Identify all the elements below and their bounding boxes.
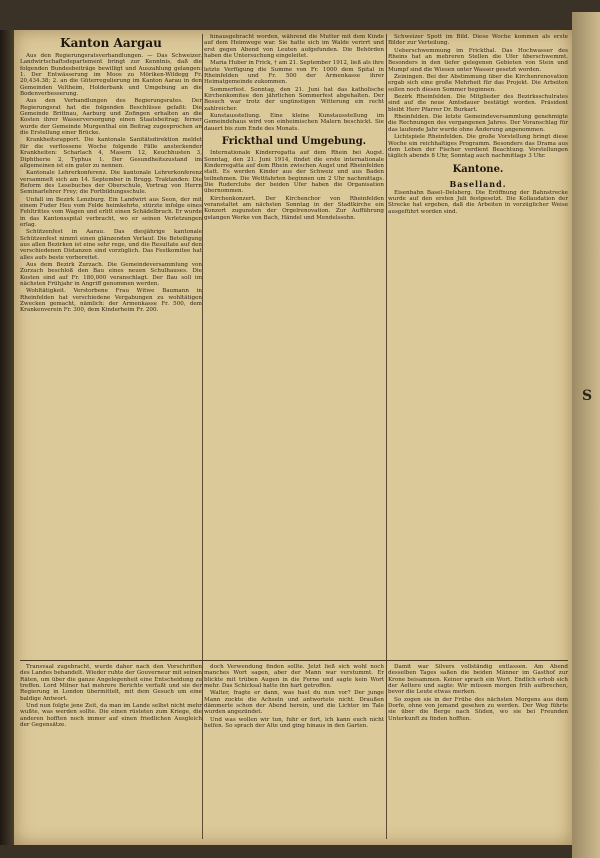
article-paragraph: Sommerfest. Sonntag, den 21. Juni hat das katholische Kirchenkomitee den jährlichen Sommerfest abgehalten. Der Besuch war trotz der ungünstigen Witterung ein recht zahlreicher. — [204, 86, 384, 112]
article-paragraph: Transvaal zugebracht, wurde daher nach den Vorschriften des Landes behandelt. Wieder ruhte der Gouverneur mit seinen Räten, um über die ganze Angelegenheit eine Entscheidung zu treffen. Lord Milner hat mehrere Berichte verfaßt und sie der Regierung in London übermittelt, mit dem Gesuch um eine baldige Antwort. — [20, 664, 202, 702]
article-paragraph: Bezirk Rheinfelden. Die Mitglieder des Bezirksschulrates sind auf die neue Amtsdauer bestätigt worden. Präsident bleibt Herr Pfarrer Dr. Burkart. — [388, 94, 568, 113]
next-page-fragment: S — [582, 388, 593, 404]
article-paragraph: So zogen sie in der Frühe des nächsten Morgens aus dem Dorfe, ohne von jemand gesehen zu werden. Der Weg führte sie über die Berge nach Süden, wo sie bei Freunden Unterkunft zu finden hofften. — [388, 696, 568, 722]
article-paragraph: Eisenbahn Basel–Delsberg. Die Eröffnung der Bahnstrecke wurde auf den ersten Juli festgesetzt. Die Kollaudation der Strecke hat ergeben, daß die Arbeiten in vorzüglicher Weise ausgeführt worden sind. — [388, 189, 568, 215]
article-paragraph: doch Verwendung finden sollte. Jetzt ließ sich wohl noch manches Wort sagen, aber der Mann war verstummt. Er blickte mit trüben Augen in die Ferne und sagte kein Wort mehr. Das Schicksal hatte ihn hart getroffen. — [204, 664, 384, 690]
subsection-heading: Baselland. — [449, 178, 507, 189]
column-rule — [202, 34, 203, 839]
column-2 — [204, 34, 384, 222]
section-heading: Kantone. — [452, 163, 504, 175]
article-paragraph: Maria Huber in Frick, † am 21. September 1912, ließ als ihre letzte Verfügung die Summe von Fr. 1000 dem Spital in Rheinfelden und Fr. 500 der Armenkasse ihrer Heimatgemeinde zukommen. — [204, 60, 384, 86]
article-paragraph: Krankheitsrapport. Die kantonale Sanitätsdirektion meldet für die verflossene Woche folgende Fälle ansteckender Krankheiten: Scharlach 4, Masern 12, Keuchhusten 3, Diphtherie 2, Typhus 1. Der Gesundheitszustand im allgemeinen ist ein guter zu nennen. — [20, 137, 202, 169]
article-paragraph: Zeiningen. Bei der Abstimmung über die Kirchenrenovation ergab sich eine große Mehrheit für das Projekt. Die Arbeiten sollen noch diesen Sommer beginnen. — [388, 74, 568, 93]
article-paragraph: Damit war Silvers vollständig entlassen. Am Abend desselben Tages saßen die beiden Männer im Gasthof zur Krone beisammen. Keiner sprach ein Wort. Endlich erhob sich der Aeltere und sagte: Wir müssen morgen früh aufbrechen, bevor die Leute etwas merken. — [388, 664, 568, 696]
article-paragraph: Rheinfelden. Die letzte Gemeindeversammlung genehmigte die Rechnungen des vergangenen Jahres. Der Voranschlag für das laufende Jahr wurde ohne Änderung angenommen. — [388, 114, 568, 133]
column-3 — [388, 34, 568, 216]
article-paragraph: Wohltätigkeit. Verstorbene Frau Witwe Baumann in Rheinfelden hat verschiedene Vergabungen zu wohltätigen Zwecken gemacht, nämlich: der Armenkasse Fr. 500, dem Krankenverein Fr. 300, dem Kinderheim Fr. 200. — [20, 288, 202, 314]
page-title: Kanton Aargau — [60, 36, 162, 50]
section-heading: Frickthal und Umgebung. — [221, 136, 367, 148]
column-1 — [20, 34, 202, 315]
column-rule — [386, 34, 387, 839]
article-paragraph: Walter, fragte er dann, was hast du nun vor? Der junge Mann zuckte die Achseln und antwortete nicht. Draußen dämmerte schon der Abend herein, und die Lichter im Tale wurden angezündet. — [204, 690, 384, 716]
feuilleton-column-2 — [204, 664, 384, 730]
newspaper-page — [14, 30, 572, 845]
section-rule — [20, 660, 568, 661]
article-paragraph: Schützenfest in Aarau. Das diesjährige kantonale Schützenfest nimmt einen glänzenden Verlauf. Die Beteiligung aus allen Bezirken ist eine sehr rege, und die Resultate auf den verschiedenen Distanzen sind vorzüglich. Das Festkomitee hat alles aufs beste vorbereitet. — [20, 229, 202, 261]
article-paragraph: Schweizer Spott im Bild. Diese Woche kommen als erste Bilder zur Verteilung. — [388, 34, 568, 47]
article-paragraph: Unfall im Bezirk Lenzburg. Ein Landwirt aus Seon, der mit einem Fuder Heu vom Felde heimkehrte, stürzte infolge eines Fehltrittes vom Wagen und erlitt einen Schädelbruch. Er wurde in das Kantonsspital verbracht, wo er seinen Verletzungen erlag. — [20, 196, 202, 228]
next-page-edge — [572, 12, 600, 858]
book-spine — [0, 30, 14, 845]
article-paragraph: Und nun folgte jene Zeit, da man im Lande selbst nicht mehr wußte, was werden sollte. Die einen rüsteten zum Kriege, die anderen hofften noch immer auf einen friedlichen Ausgleich der Gegensätze. — [20, 703, 202, 729]
article-paragraph: Internationale Kinderregatta auf dem Rhein bei Augst. Sonntag, den 21. Juni 1914, findet die erste internationale Kinderregatta auf dem Rhein zwischen Augst und Rheinfelden statt. Es werden Kinder aus der Schweiz und aus Baden teilnehmen. Die Wettfahrten beginnen um 2 Uhr nachmittags. Die Ruderclubs der beiden Ufer haben die Organisation übernommen. — [204, 150, 384, 195]
article-paragraph: hinausgebracht worden, während die Mutter mit dem Kinde auf dem Heimwege war. Sie hatte sich im Walde verirrt und erst gegen Abend von Leuten aufgefunden. Die Behörden haben die Untersuchung eingeleitet. — [204, 34, 384, 60]
article-paragraph: Aus dem Bezirk Zurzach. Die Gemeindeversammlung von Zurzach beschloß den Bau eines neuen Schulhauses. Die Kosten sind auf Fr. 180,000 veranschlagt. Der Bau soll im nächsten Frühjahr in Angriff genommen werden. — [20, 262, 202, 288]
article-paragraph: Und was wollen wir tun, fuhr er fort, ich kann euch nicht helfen. So sprach der Alte und ging hinaus in den Garten. — [204, 716, 384, 730]
feuilleton-column-3 — [388, 664, 568, 723]
article-paragraph: Kirchenkonzert. Der Kirchenchor von Rheinfelden veranstaltet am nächsten Sonntag in der Stadtkirche ein Konzert zugunsten der Orgelrenovation. Zur Aufführung gelangen Werke von Bach, Händel und Mendelssohn. — [204, 195, 384, 221]
article-paragraph: Aus den Regierungsratsverhandlungen. — Das Schweizer. Landwirtschaftsdepartement bringt zur Kenntnis, daß die folgenden Bundesbeiträge bewilligt und Auszahlung gelangen: 1. Der Entwässerung im Moos zu Möriken-Wildegg Fr. 20,434.38; 2. an die Güterregulierung im Kanton Aarau in den Gemeinden Veltheim, Holderbank und Umgebung an die Bodenverbesserung. — [20, 53, 202, 98]
article-paragraph: Lichtspiele Rheinfelden. Die große Vorstellung bringt diese Woche ein reichhaltiges Programm. Besonders das Drama aus dem Leben der Fischer verdient Beachtung. Vorstellungen täglich abends 8 Uhr, Sonntag auch nachmittags 3 Uhr. — [388, 134, 568, 160]
article-paragraph: Kantonale Lehrerkonferenz. Die kantonale Lehrerkonferenz versammelt sich am 14. September in Brugg. Traktanden: Die Reform des Lesebuches der Oberschule, Vortrag von Herrn Seminarlehrer Frey; die Fortbildungsschule. — [20, 170, 202, 196]
feuilleton-column-1 — [20, 664, 202, 729]
article-paragraph: Aus den Verhandlungen des Regierungsrates. Der Regierungsrat hat die folgenden Beschlüsse gefaßt: Die Gemeinde Brittnau, Aarburg und Zofingen erhalten an die Kosten ihrer Wasserversorgung einen Staatsbeitrag; ferner wurde der Gemeinde Murgenthal ein Beitrag zugesprochen an die Erstellung einer Brücke. — [20, 98, 202, 137]
article-paragraph: Ueberschwemmung im Frickthal. Das Hochwasser des Rheins hat an mehreren Stellen die Ufer überschwemmt. Besonders in den tiefer gelegenen Gebieten von Stein und Mumpf sind die Wiesen unter Wasser gesetzt worden. — [388, 47, 568, 73]
article-paragraph: Kunstausstellung. Eine kleine Kunstausstellung im Gemeindehaus wird von einheimischen Malern beschickt. Sie dauert bis zum Ende des Monats. — [204, 113, 384, 132]
